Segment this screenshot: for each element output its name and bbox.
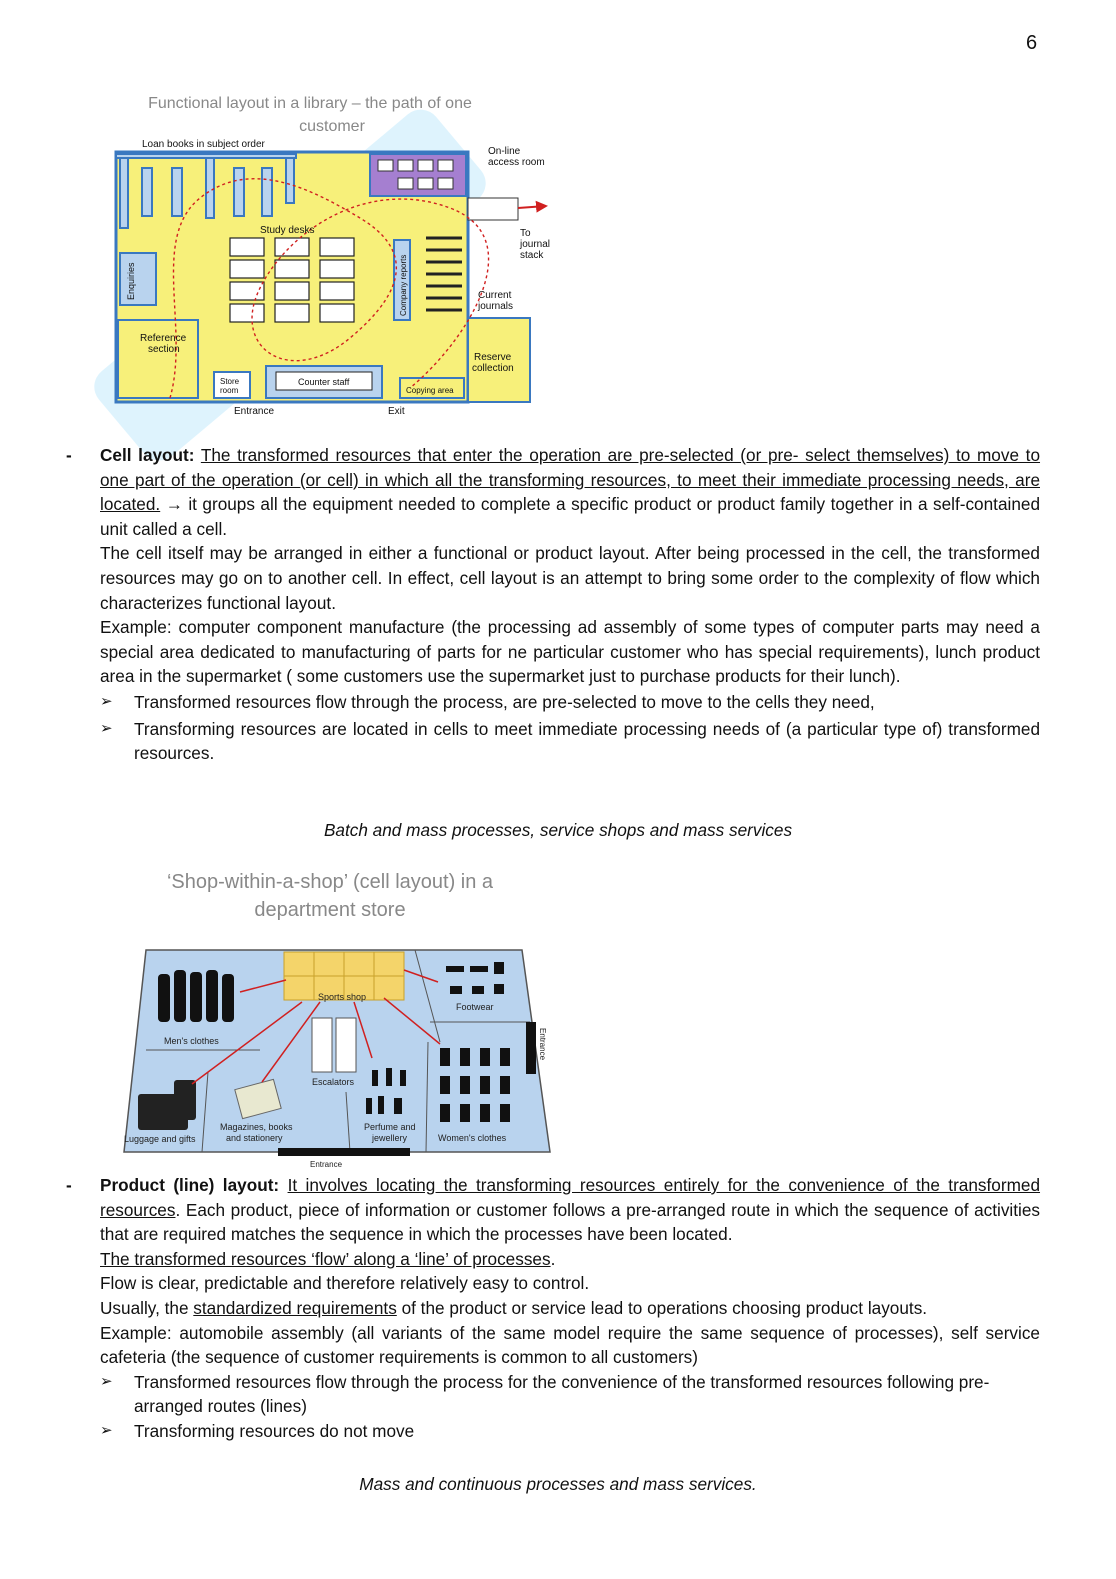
label-entrance-bottom: Entrance — [310, 1160, 343, 1169]
cell-layout-example: Example: computer component manufacture (the processing ad assembly of some types of computer parts may need a special area dedicated to manufacturing of parts for ne particular customer who has special requirements), lunch product area in the supermarket ( some customers use the supermarket just to purchase products for their lunch). — [100, 617, 1040, 687]
label-entrance: Entrance — [234, 406, 275, 417]
bullet-arrow-icon: ➢ — [100, 1421, 113, 1439]
product-standardized-requirements: standardized requirements — [193, 1297, 397, 1318]
department-store-figure — [110, 862, 560, 1172]
label-stack: stack — [520, 250, 544, 261]
label-to: To — [520, 228, 531, 239]
library-figure-title-line2: customer — [299, 118, 365, 135]
product-layout-definition: It involves locating the transforming resources entirely for the convenience of the transformed resources — [100, 1175, 1041, 1220]
library-figure-title-line1: Functional layout in a library – the path of one — [148, 95, 472, 112]
label-enquiries: Enquiries — [126, 262, 136, 300]
label-reference: Reference — [140, 333, 187, 344]
store-figure-title-line1: ‘Shop-within-a-shop’ (cell layout) in a — [166, 871, 494, 893]
label-current: Current — [478, 290, 512, 301]
label-luggage: Luggage and gifts — [124, 1134, 196, 1144]
store-figure-title-line2: department store — [254, 899, 406, 921]
label-online: On-line — [488, 146, 521, 157]
product-layout-term: Product (line) layout: — [100, 1175, 280, 1195]
product-layout-section — [66, 1173, 1040, 1444]
dash-marker: - — [66, 1175, 72, 1195]
current-journals-racks — [426, 238, 462, 310]
product-flow-end: . — [550, 1248, 556, 1269]
label-access-room: access room — [488, 157, 545, 168]
label-magazines-2: and stationery — [226, 1133, 283, 1143]
label-reserve: Reserve — [474, 352, 512, 363]
cell-layout-term: Cell layout: — [100, 445, 195, 465]
bullet-arrow-icon: ➢ — [100, 1372, 113, 1390]
label-counter-staff: Counter staff — [298, 377, 350, 387]
label-entrance-side: Entrance — [538, 1028, 547, 1061]
product-flow-clear: Flow is clear, predictable and therefore relatively easy to control. — [100, 1273, 590, 1294]
label-sports-shop: Sports shop — [318, 992, 367, 1002]
label-company-reports: Company reports — [399, 254, 408, 316]
cell-layout-arrow-text: → it groups all the equipment needed to complete a specific product or product family together in a self-contained unit called a cell. — [100, 494, 1041, 539]
label-exit: Exit — [388, 406, 405, 417]
product-layout-caption: Mass and continuous processes and mass services. — [359, 1474, 757, 1494]
label-escalators: Escalators — [312, 1077, 355, 1087]
label-journals: journals — [478, 301, 514, 312]
label-perfume-2: jewellery — [372, 1133, 408, 1143]
label-store: Store — [220, 377, 240, 386]
library-layout-figure — [110, 88, 570, 423]
dash-marker: - — [66, 445, 72, 465]
label-perfume-1: Perfume and — [364, 1122, 416, 1132]
label-loan-books: Loan books in subject order — [142, 139, 265, 150]
product-bullet-2-text: Transforming resources do not move — [134, 1420, 415, 1441]
label-section: section — [148, 344, 180, 355]
page-number: 6 — [1026, 32, 1038, 54]
cell-bullet-2-text: Transforming resources are located in cells to meet immediate processing needs of (a particular type of) transformed resources. — [134, 718, 1040, 764]
bullet-arrow-icon: ➢ — [100, 719, 113, 737]
cell-bullet-1-text: Transformed resources flow through the process, are pre-selected to move to the cells they need, — [134, 691, 875, 712]
cell-layout-definition: The transformed resources that enter the operation are pre-selected (or pre- select themselves) to move to one part of the operation (or cell) in which all the transforming resources, to meet their immediate processing needs, are located. — [100, 445, 1041, 515]
cell-bullet-2 — [100, 717, 1040, 766]
product-usually-end: of the product or service lead to operations choosing product layouts. — [396, 1297, 928, 1318]
cell-layout-section — [66, 443, 1040, 766]
cell-layout-caption: Batch and mass processes, service shops and mass services — [323, 820, 793, 840]
label-journal: journal — [520, 239, 551, 250]
label-collection: collection — [472, 363, 514, 374]
product-usually-start: Usually, the — [100, 1297, 194, 1318]
bullet-arrow-icon: ➢ — [100, 692, 113, 710]
label-copying-area: Copying area — [406, 386, 454, 395]
label-womens-clothes: Women's clothes — [438, 1133, 507, 1143]
product-example: Example: automobile assembly (all variants of the same model require the same sequence of processes), self service cafeteria (the sequence of customer requirements is common to all customers) — [100, 1322, 1040, 1368]
entrance-side-bar — [526, 1022, 536, 1074]
journal-corridor — [468, 198, 518, 220]
product-bullet-1 — [100, 1370, 1004, 1419]
cell-bullet-1 — [100, 690, 1040, 715]
label-footwear: Footwear — [456, 1002, 494, 1012]
label-study-desks: Study desks — [260, 225, 315, 236]
product-flow-line: The transformed resources ‘flow’ along a ‘line’ of processes — [100, 1248, 551, 1269]
product-bullet-1-text: Transformed resources flow through the process for the convenience of the transformed resources following pre-arranged routes (lines) — [134, 1371, 990, 1417]
label-mens-clothes: Men's clothes — [164, 1036, 219, 1046]
product-layout-rest: . Each product, piece of information or customer follows a pre-arranged route in which the sequence of activities that are required matches the sequence in which the processes have been located. — [100, 1199, 1040, 1245]
label-room: room — [220, 386, 239, 395]
label-magazines-1: Magazines, books — [220, 1122, 293, 1132]
cell-layout-para2: The cell itself may be arranged in either a functional or product layout. After being processed in the cell, the transformed resources may go on to another cell. In effect, cell layout is an attempt to bring some order to the complexity of flow which characterizes functional layout. — [100, 543, 1040, 613]
product-bullet-2 — [100, 1419, 1040, 1444]
mens-clothes-figures — [158, 970, 234, 1022]
entrance-bottom-bar — [278, 1148, 410, 1156]
